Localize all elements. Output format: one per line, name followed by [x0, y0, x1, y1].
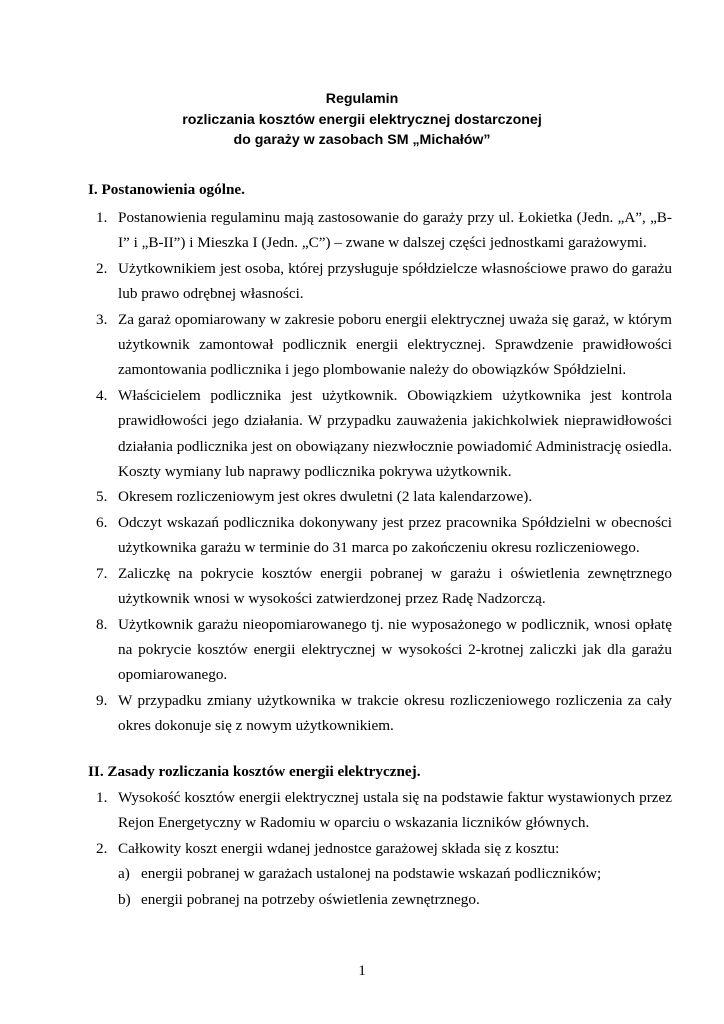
list-item — [0, 307, 724, 383]
sub-list-item-letter: b) — [118, 890, 131, 908]
section-2-heading: II. Zasady rozliczania kosztów energii elektrycznej. — [88, 763, 421, 780]
list-item-number: 7. — [96, 564, 108, 582]
list-item-number: 6. — [96, 513, 108, 531]
list-item-number: 8. — [96, 615, 108, 633]
list-item-text: Okresem rozliczeniowym jest okres dwuletni (2 lata kalendarzowe). — [118, 488, 533, 506]
list-item-text: Odczyt wskazań podlicznika dokonywany jest przez pracownika Spółdzielni w obecności użytkownika garażu w terminie do 31 marca po zakończeniu okresu rozliczeniowego. — [118, 513, 672, 557]
title-line-3: do garaży w zasobach SM „Michałów” — [233, 132, 491, 148]
list-item-text: Użytkownik garażu nieopomiarowanego tj. nie wyposażonego w podlicznik, wnosi opłatę na pokrycie kosztów energii elektrycznej w wysokości 2-krotnej zaliczki jak dla garażu opomiarowanego. — [118, 615, 672, 684]
list-item-text: Za garaż opomiarowany w zakresie poboru energii elektrycznej uważa się garaż, w którym użytkownik zamontował podlicznik energii elektrycznej. Sprawdzenie prawidłowości zamontowania podlicznika i jego plombowanie należy do obowiązków Spółdzielni. — [118, 310, 672, 379]
list-item — [0, 484, 724, 509]
section-1-heading: I. Postanowienia ogólne. — [88, 181, 245, 198]
sub-list-item-text: energii pobranej w garażach ustalonej na podstawie wskazań podliczników; — [141, 865, 602, 883]
list-item-number: 9. — [96, 691, 108, 709]
list-item — [0, 688, 724, 739]
list-item — [0, 612, 724, 688]
list-item-number: 1. — [96, 209, 108, 226]
list-item-text: Postanowienia regulaminu mają zastosowanie do garaży przy ul. Łokietka (Jedn. „A”, „B-I” i „B-II”) i Mieszka I (Jedn. „C”) – zwane w dalszej części jednostkami garażowymi. — [118, 209, 672, 252]
list-item — [0, 785, 724, 836]
list-item-text: Całkowity koszt energii wdanej jednostce garażowej składa się z kosztu: — [118, 839, 560, 857]
section-2-list — [0, 785, 724, 912]
list-item-number: 2. — [96, 839, 108, 857]
list-item-text: Wysokość kosztów energii elektrycznej ustala się na podstawie faktur wystawionych przez Rejon Energetyczny w Radomiu w oparciu o wskazania liczników głównych. — [118, 789, 672, 832]
list-item — [0, 561, 724, 612]
title-line-2: rozliczania kosztów energii elektrycznej dostarczonej — [182, 111, 542, 128]
section-1-list — [0, 205, 724, 739]
list-item — [0, 510, 724, 561]
list-item-number: 3. — [96, 310, 108, 328]
list-item-number: 5. — [96, 488, 108, 506]
list-item — [0, 383, 724, 485]
sub-list-item — [0, 887, 724, 912]
title-line-1: Regulamin — [325, 91, 399, 107]
list-item-text: W przypadku zmiany użytkownika w trakcie okresu rozliczeniowego rozliczenia za cały okres dokonuje się z nowym użytkownikiem. — [118, 691, 672, 735]
list-item — [0, 256, 724, 307]
list-item-text: Użytkownikiem jest osoba, której przysługuje spółdzielcze własnościowe prawo do garażu lub prawo odrębnej własności. — [118, 259, 672, 303]
list-item-number: 1. — [96, 789, 108, 806]
document-title — [0, 89, 724, 151]
sub-list-item — [0, 861, 724, 886]
list-item — [0, 205, 724, 256]
page-number: 1 — [358, 962, 366, 979]
sub-list-item-letter: a) — [118, 865, 130, 883]
list-item-text: Zaliczkę na pokrycie kosztów energii pobranej w garażu i oświetlenia zewnętrznego użytkownik wnosi w wysokości zatwierdzonej przez Radę Nadzorczą. — [118, 564, 672, 608]
sub-list-item-text: energii pobranej na potrzeby oświetlenia zewnętrznego. — [141, 890, 480, 908]
list-item-number: 2. — [96, 259, 108, 277]
list-item — [0, 836, 724, 861]
list-item-number: 4. — [96, 386, 108, 404]
list-item-text: Właścicielem podlicznika jest użytkownik. Obowiązkiem użytkownika jest kontrola prawidłowości jego działania. W przypadku zauważenia jakichkolwiek nieprawidłowości działania podlicznika jest on obowiązany niezwłocznie powiadomić Administrację osiedla. Koszty wymiany lub naprawy podlicznika pokrywa użytkownik. — [118, 386, 672, 481]
